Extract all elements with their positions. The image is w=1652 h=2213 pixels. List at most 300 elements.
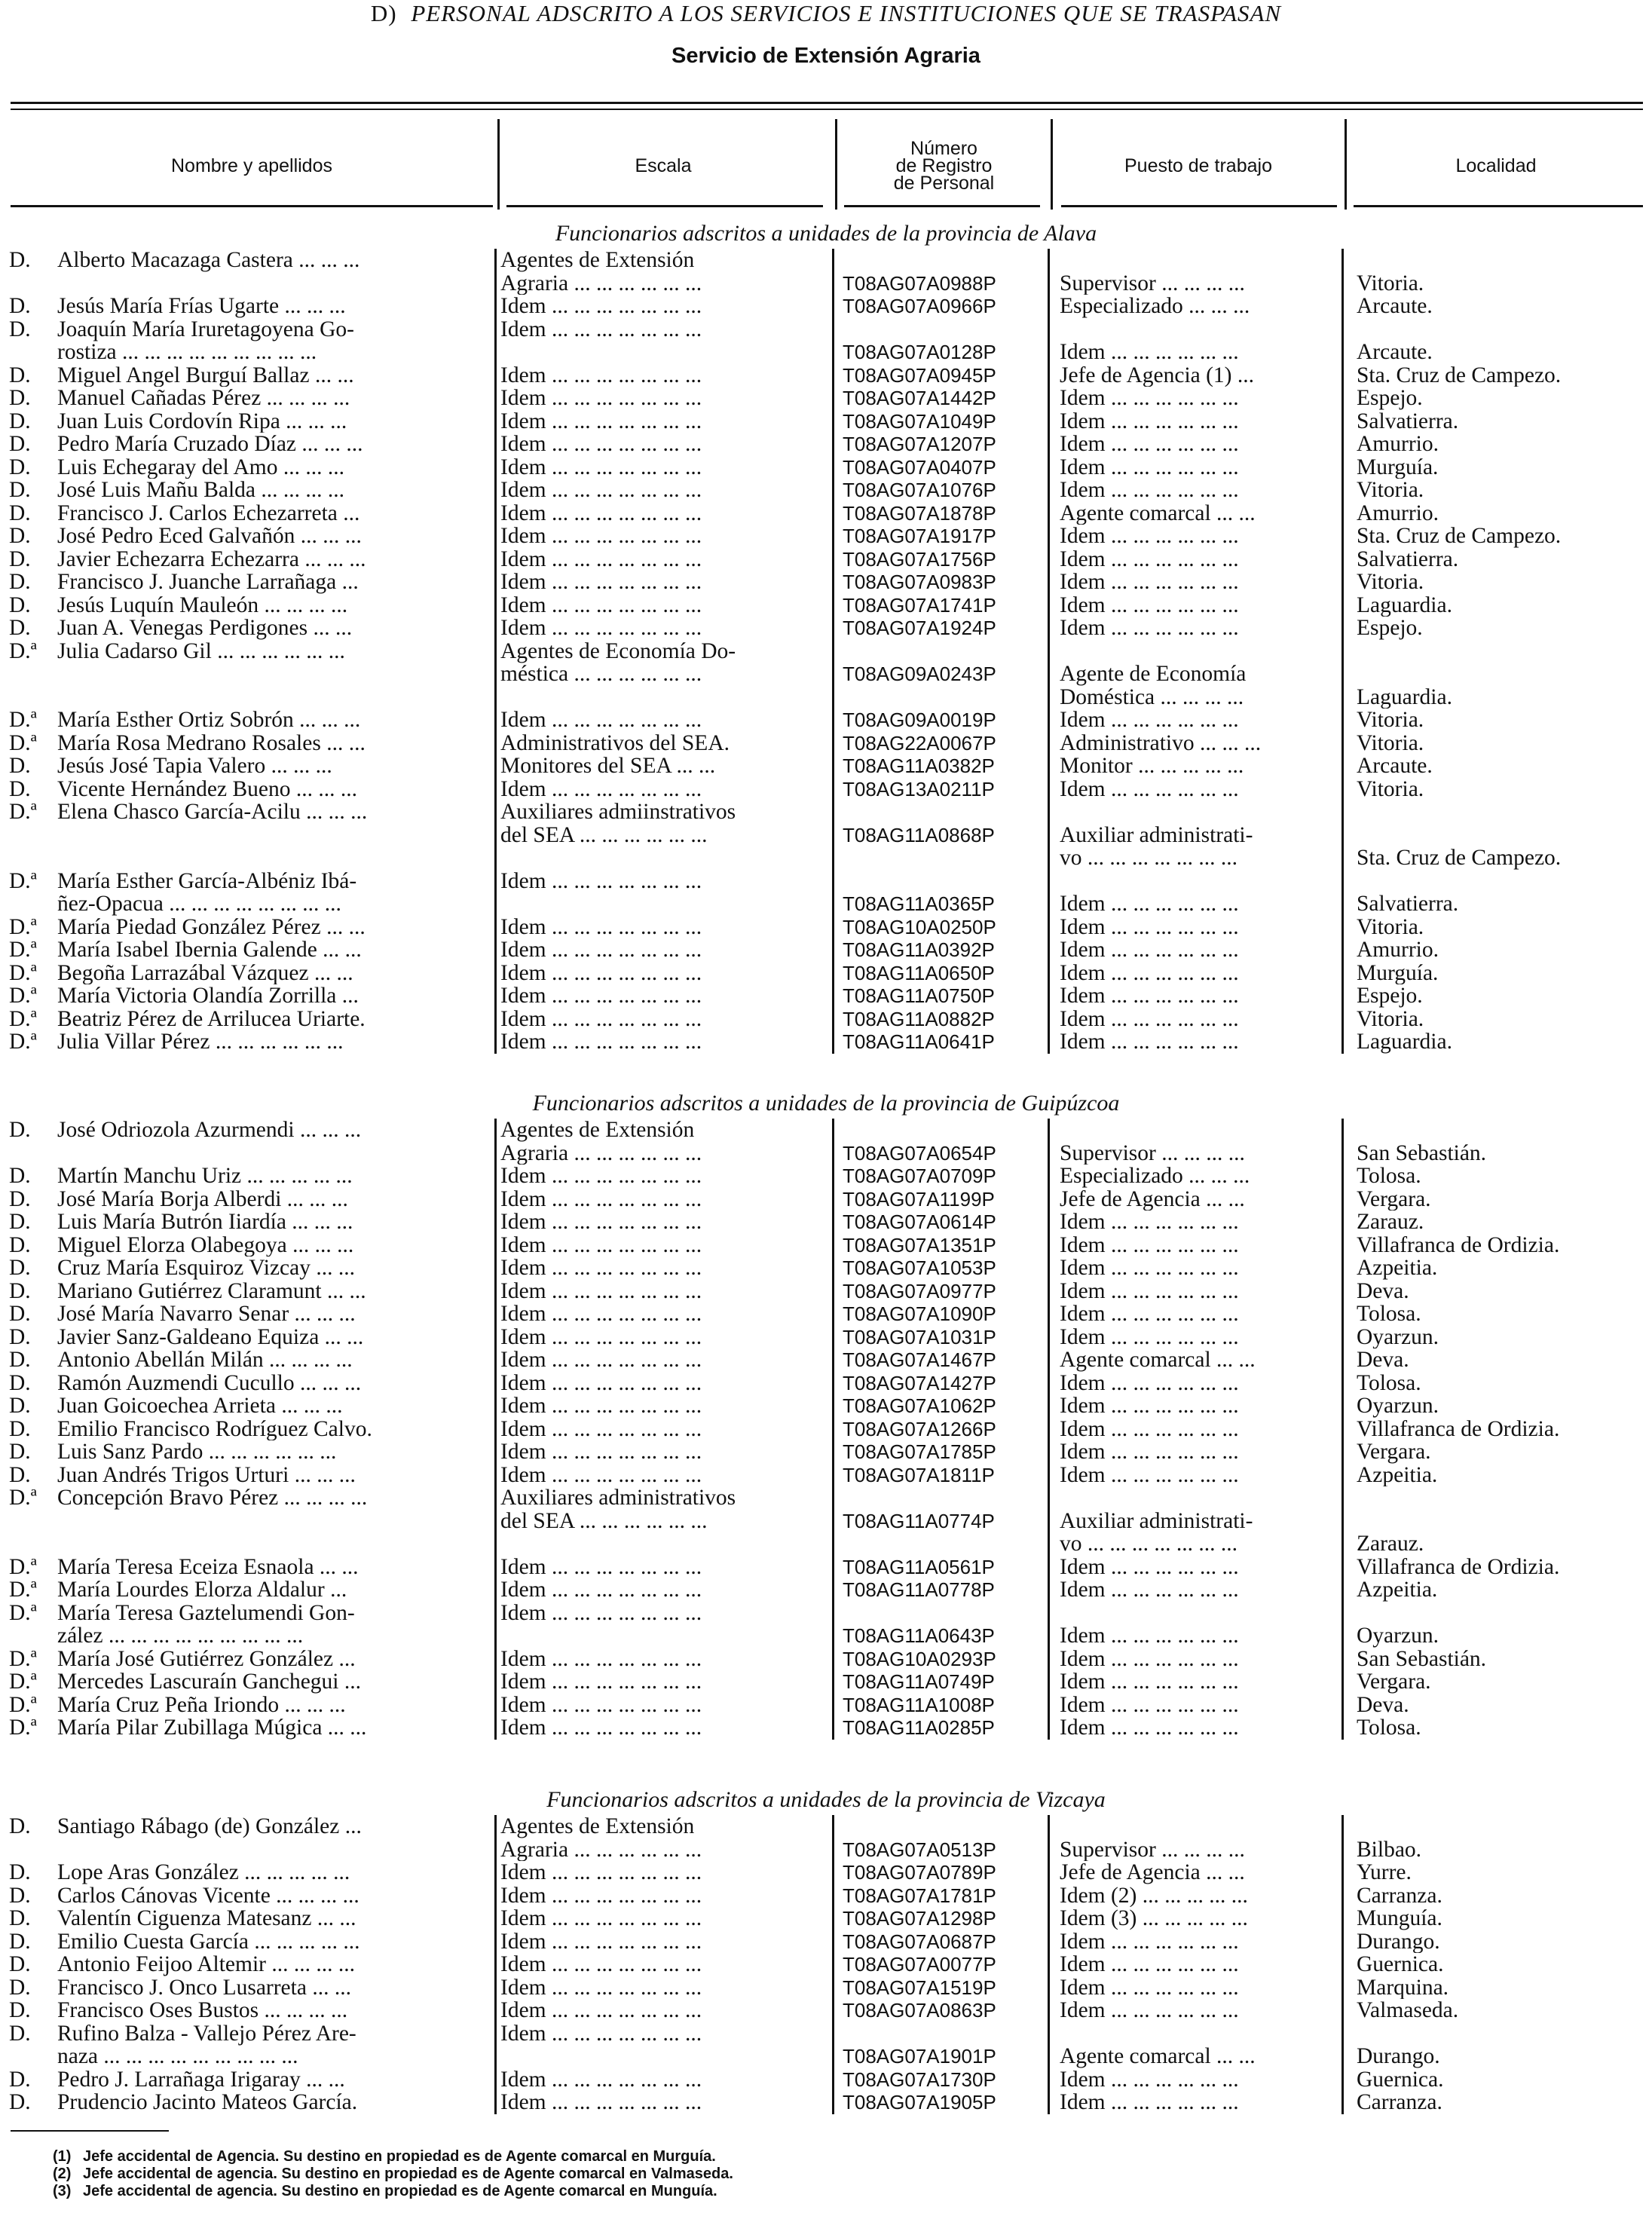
escala-line: Idem ... ... ... ... ... ... ... (500, 317, 702, 341)
registry-number: T08AG11A0285P (843, 1716, 995, 1739)
escala-line: Agentes de Economía Do- (500, 639, 736, 663)
job-position (1060, 364, 1338, 387)
name-line: Joaquín María Iruretagoyena Go- (57, 317, 355, 341)
honorific: D. (9, 409, 31, 433)
position-line: Idem ... ... ... ... ... ... (1060, 1976, 1239, 1999)
employee-name (57, 318, 479, 364)
honorific: D. (9, 1302, 31, 1326)
name-line: Mercedes Lascuraín Ganchegui ... (57, 1670, 361, 1694)
escala (500, 2091, 824, 2114)
employee-name (57, 938, 479, 962)
position-line: Auxiliar administrati- (1060, 1509, 1253, 1533)
job-position (1060, 984, 1338, 1008)
registry-number: T08AG07A0789P (843, 1861, 996, 1884)
table-row (0, 1670, 1652, 1694)
position-line: Idem ... ... ... ... ... ... (1060, 1999, 1239, 2022)
table-row (0, 1440, 1652, 1464)
name-line: Francisco J. Juanche Larrañaga ... (57, 571, 359, 594)
employee-name (57, 525, 479, 548)
table-row (0, 249, 1652, 295)
name-line: Pedro María Cruzado Díaz ... ... ... (57, 433, 363, 456)
registry-number: T08AG11A0641P (843, 1030, 995, 1053)
escala (500, 870, 824, 893)
job-position (1060, 1440, 1338, 1464)
employee-name (57, 387, 479, 410)
table-row (0, 1716, 1652, 1740)
table-row (0, 1165, 1652, 1188)
job-position (1060, 456, 1338, 479)
name-line: Carlos Cánovas Vicente ... ... ... ... (57, 1884, 359, 1907)
job-position (1060, 1211, 1338, 1234)
position-line: Agente comarcal ... ... (1060, 2045, 1256, 2068)
column-rule (832, 1815, 834, 2114)
employee-name (57, 1907, 479, 1930)
position-line: Doméstica ... ... ... ... (1060, 684, 1244, 709)
position-line: Idem ... ... ... ... ... ... (1060, 938, 1239, 962)
employee-name (57, 1716, 479, 1740)
position-line: Idem ... ... ... ... ... ... (1060, 1030, 1239, 1054)
registry-number: T08AG07A0863P (843, 1999, 996, 2022)
escala (500, 1280, 824, 1303)
position-line: Administrativo ... ... ... (1060, 731, 1262, 755)
honorific: D. (9, 387, 31, 410)
name-line: Luis Sanz Pardo ... ... ... ... ... ... (57, 1440, 337, 1464)
position-line: Idem ... ... ... ... ... ... (1060, 525, 1239, 548)
escala-line: Idem ... ... ... ... ... ... ... (500, 1670, 702, 1694)
name-line: Emilio Francisco Rodríguez Calvo. (57, 1417, 372, 1440)
position-line: vo ... ... ... ... ... ... ... (1060, 846, 1237, 870)
column-rule (1341, 1815, 1344, 2114)
table-row (0, 548, 1652, 571)
registry-number: T08AG07A1924P (843, 617, 996, 639)
name-line: Ramón Auzmendi Cucullo ... ... ... (57, 1371, 362, 1394)
job-position (1060, 1670, 1338, 1694)
registry-number: T08AG07A0988P (843, 271, 996, 295)
position-line: Idem ... ... ... ... ... ... (1060, 617, 1239, 640)
honorific: D. (9, 363, 31, 387)
position-line: Idem ... ... ... ... ... ... (1060, 961, 1239, 984)
locality: Sta. Cruz de Campezo. (1357, 525, 1562, 548)
footnote-mark: (1) (53, 2148, 72, 2165)
escala (500, 1256, 824, 1280)
locality: Amurrio. (1357, 501, 1439, 525)
escala-line: Agraria ... ... ... ... ... ... (500, 1837, 702, 1861)
honorific: D.ª (9, 1486, 37, 1510)
escala-line: del SEA ... ... ... ... ... ... (500, 1508, 708, 1532)
locality: Tolosa. (1357, 1165, 1421, 1188)
position-line: Idem ... ... ... ... ... ... (1060, 892, 1239, 916)
locality: Oyarzun. (1357, 1325, 1439, 1348)
name-line: Vicente Hernández Bueno ... ... ... (57, 777, 357, 800)
employee-name (57, 2091, 479, 2114)
name-line: Juan Luis Cordovín Ripa ... ... ... (57, 409, 347, 433)
honorific: D.ª (9, 1601, 37, 1624)
registry-number: T08AG11A0750P (843, 984, 995, 1007)
locality: Espejo. (1357, 387, 1423, 410)
header-separator (1345, 119, 1347, 210)
employee-name (57, 732, 479, 755)
locality: Vitoria. (1357, 915, 1424, 938)
escala (500, 387, 824, 410)
job-position (1060, 548, 1338, 571)
employee-name (57, 1648, 479, 1671)
registry-number: T08AG07A1031P (843, 1325, 996, 1348)
escala-line: Idem ... ... ... ... ... ... ... (500, 1394, 702, 1418)
position-line: Idem (2) ... ... ... ... ... (1060, 1884, 1248, 1907)
job-position (1060, 617, 1338, 640)
honorific: D. (9, 1417, 31, 1440)
escala-line: Idem ... ... ... ... ... ... ... (500, 1578, 702, 1602)
escala (500, 594, 824, 617)
province-title: Funcionarios adscritos a unidades de la provincia de Alava (555, 221, 1097, 246)
table-row (0, 364, 1652, 387)
honorific: D. (9, 1394, 31, 1418)
locality: Villafranca de Ordizia. (1357, 1233, 1560, 1256)
name-line: María Isabel Ibernia Galende ... ... (57, 938, 362, 962)
registry-number: T08AG07A0687P (843, 1930, 996, 1953)
position-line: Idem ... ... ... ... ... ... (1060, 387, 1239, 410)
employee-name (57, 870, 479, 916)
locality: Amurrio. (1357, 938, 1439, 962)
position-line: vo ... ... ... ... ... ... ... (1060, 1532, 1237, 1556)
locality: Vitoria. (1357, 1007, 1424, 1030)
escala-line: Idem ... ... ... ... ... ... ... (500, 295, 702, 318)
escala-line: Agraria ... ... ... ... ... ... (500, 271, 702, 295)
honorific: D.ª (9, 709, 37, 732)
honorific: D. (9, 593, 31, 617)
job-position (1060, 1326, 1338, 1349)
honorific: D. (9, 1815, 31, 1838)
locality: Espejo. (1357, 617, 1423, 640)
position-line: Idem ... ... ... ... ... ... (1060, 2091, 1239, 2114)
name-line: Elena Chasco García-Acilu ... ... ... (57, 800, 368, 824)
registry-number: T08AG11A0882P (843, 1007, 995, 1030)
locality: Deva. (1357, 1348, 1409, 1372)
escala-line: Idem ... ... ... ... ... ... ... (500, 2091, 702, 2114)
employee-name (57, 594, 479, 617)
escala (500, 1030, 824, 1054)
locality: San Sebastián. (1357, 1647, 1487, 1670)
escala (500, 1372, 824, 1395)
employee-name (57, 1008, 479, 1031)
registry-number: T08AG07A1351P (843, 1233, 996, 1256)
locality: Carranza. (1357, 1884, 1442, 1907)
escala-line: Idem ... ... ... ... ... ... ... (500, 1930, 702, 1953)
name-line: Luis María Butrón Iiardía ... ... ... (57, 1211, 353, 1234)
employee-name (57, 1486, 479, 1510)
job-position (1060, 1976, 1338, 2000)
position-line: Jefe de Agencia ... ... (1060, 1187, 1245, 1211)
job-position (1060, 1694, 1338, 1717)
job-position (1060, 916, 1338, 939)
position-line: Idem ... ... ... ... ... ... (1060, 593, 1239, 617)
honorific: D. (9, 1976, 31, 1999)
registry-number: T08AG07A0654P (843, 1141, 996, 1165)
honorific: D.ª (9, 1647, 37, 1670)
escala (500, 318, 824, 341)
table-row (0, 709, 1652, 732)
job-position (1060, 1234, 1338, 1257)
table-row (0, 318, 1652, 364)
footnotes (53, 2148, 733, 2200)
honorific: D. (9, 2091, 31, 2114)
position-line: Agente comarcal ... ... (1060, 1348, 1256, 1372)
escala (500, 1556, 824, 1579)
heading-prefix: D) (370, 0, 397, 26)
position-line: Idem ... ... ... ... ... ... (1060, 1647, 1239, 1670)
column-rule (1048, 1815, 1050, 2114)
escala-line: Idem ... ... ... ... ... ... ... (500, 1907, 702, 1930)
escala (500, 1861, 824, 1884)
honorific: D. (9, 617, 31, 640)
position-line: Idem ... ... ... ... ... ... (1060, 547, 1239, 571)
honorific: D. (9, 1463, 31, 1486)
position-line: Idem ... ... ... ... ... ... (1060, 409, 1239, 433)
locality: Tolosa. (1357, 1716, 1421, 1740)
heading-title: PERSONAL ADSCRITO A LOS SERVICIOS E INSTITUCIONES QUE SE TRASPASAN (411, 0, 1282, 26)
position-line: Idem ... ... ... ... ... ... (1060, 1578, 1239, 1602)
table-row (0, 1280, 1652, 1303)
column-rule (832, 249, 834, 1054)
job-position (1060, 1188, 1338, 1211)
table-row (0, 617, 1652, 640)
escala (500, 571, 824, 594)
job-position (1060, 479, 1338, 502)
employee-name (57, 640, 479, 663)
position-line: Idem ... ... ... ... ... ... (1060, 709, 1239, 732)
column-header-localidad: Localidad (1455, 155, 1537, 176)
locality: Arcaute. (1357, 295, 1433, 318)
job-position (1060, 732, 1338, 755)
header-underline (1061, 205, 1337, 207)
registry-number: T08AG07A0945P (843, 363, 996, 387)
table-row (0, 1884, 1652, 1908)
escala-line: Idem ... ... ... ... ... ... ... (500, 501, 702, 525)
employee-name (57, 1418, 479, 1441)
employee-name (57, 433, 479, 456)
honorific: D. (9, 501, 31, 525)
job-position (1060, 1280, 1338, 1303)
honorific: D. (9, 1953, 31, 1976)
name-line: Emilio Cuesta García ... ... ... ... ... (57, 1930, 360, 1953)
escala-line: Idem ... ... ... ... ... ... ... (500, 387, 702, 410)
employee-name (57, 916, 479, 939)
escala-line: Idem ... ... ... ... ... ... ... (500, 1601, 702, 1624)
table-row (0, 1861, 1652, 1884)
table-row (0, 1256, 1652, 1280)
honorific: D. (9, 455, 31, 479)
registry-number: T08AG07A1298P (843, 1907, 996, 1930)
job-position (1060, 1418, 1338, 1441)
job-position (1060, 433, 1338, 456)
escala-line: Idem ... ... ... ... ... ... ... (500, 1256, 702, 1280)
position-line: Jefe de Agencia (1) ... (1060, 363, 1255, 387)
escala (500, 1648, 824, 1671)
escala-line: Idem ... ... ... ... ... ... ... (500, 455, 702, 479)
escala-line: Agraria ... ... ... ... ... ... (500, 1140, 702, 1165)
honorific: D. (9, 1348, 31, 1372)
name-line: Miguel Angel Burguí Ballaz ... ... (57, 363, 354, 387)
job-position (1060, 1030, 1338, 1054)
position-line: Idem ... ... ... ... ... ... (1060, 571, 1239, 594)
name-line: Jesús José Tapia Valero ... ... ... (57, 755, 332, 778)
name-line: Antonio Abellán Milán ... ... ... ... (57, 1348, 353, 1372)
honorific: D.ª (9, 1716, 37, 1740)
table-row (0, 1326, 1652, 1349)
table-top-rule-2 (11, 109, 1643, 110)
job-position (1060, 1348, 1338, 1372)
escala-line: Idem ... ... ... ... ... ... ... (500, 869, 702, 892)
registry-number: T08AG09A0019P (843, 709, 996, 731)
escala-line: Administrativos del SEA. (500, 731, 730, 755)
table-row (0, 1394, 1652, 1418)
escala-line: méstica ... ... ... ... ... ... (500, 662, 702, 686)
position-line: Idem ... ... ... ... ... ... (1060, 1670, 1239, 1694)
escala (500, 938, 824, 962)
footnote-rule (11, 2130, 169, 2132)
employee-name (57, 1188, 479, 1211)
employee-name (57, 800, 479, 824)
honorific: D. (9, 1440, 31, 1464)
registry-number: T08AG11A1008P (843, 1693, 995, 1716)
column-header-registro (837, 128, 1051, 204)
job-position (1060, 2068, 1338, 2092)
position-line: Supervisor ... ... ... ... (1060, 271, 1245, 295)
job-position (1060, 2091, 1338, 2114)
registry-number: T08AG07A1878P (843, 501, 996, 525)
escala (500, 1907, 824, 1930)
escala-line: Idem ... ... ... ... ... ... ... (500, 1007, 702, 1030)
honorific: D. (9, 1233, 31, 1256)
position-line: Idem ... ... ... ... ... ... (1060, 1211, 1239, 1234)
registry-number: T08AG11A0774P (843, 1509, 995, 1532)
locality: Durango. (1357, 2045, 1440, 2068)
name-line: Julia Cadarso Gil ... ... ... ... ... ... (57, 639, 345, 663)
escala (500, 1953, 824, 1976)
registry-number: T08AG11A0778P (843, 1578, 995, 1601)
escala (500, 1670, 824, 1694)
honorific: D. (9, 1279, 31, 1302)
job-position (1060, 1394, 1338, 1418)
province-rows (0, 1119, 1652, 1740)
locality: Munguía. (1357, 1907, 1442, 1930)
job-position (1060, 962, 1338, 985)
position-line: Idem ... ... ... ... ... ... (1060, 1555, 1239, 1578)
locality: Vitoria. (1357, 731, 1424, 755)
employee-name (57, 1119, 479, 1142)
honorific: D. (9, 249, 31, 272)
table-row (0, 962, 1652, 985)
escala-line: Idem ... ... ... ... ... ... ... (500, 1999, 702, 2022)
honorific: D.ª (9, 1555, 37, 1578)
escala-line: Idem ... ... ... ... ... ... ... (500, 1953, 702, 1976)
name-line: María Piedad González Pérez ... ... (57, 915, 366, 938)
escala (500, 1188, 824, 1211)
job-position (1060, 295, 1338, 318)
name-line: Javier Echezarra Echezarra ... ... ... (57, 547, 366, 571)
escala (500, 1119, 824, 1165)
name-line: María Pilar Zubillaga Múgica ... ... (57, 1716, 367, 1740)
position-line: Idem ... ... ... ... ... ... (1060, 1233, 1239, 1256)
position-line: Idem ... ... ... ... ... ... (1060, 1716, 1239, 1740)
employee-name (57, 1578, 479, 1602)
locality: Azpeitia. (1357, 1256, 1438, 1280)
escala (500, 502, 824, 525)
registry-number: T08AG07A1785P (843, 1440, 996, 1463)
job-position (1060, 709, 1338, 732)
escala (500, 1464, 824, 1487)
job-position (1060, 1556, 1338, 1579)
footnote-text: Jefe accidental de agencia. Su destino en propiedad es de Agente comarcal en Munguía. (83, 2183, 717, 2199)
table-row (0, 1486, 1652, 1556)
escala-line: Idem ... ... ... ... ... ... ... (500, 1716, 702, 1740)
employee-name (57, 1280, 479, 1303)
employee-name (57, 778, 479, 801)
name-line: Beatriz Pérez de Arrilucea Uriarte. (57, 1007, 366, 1030)
honorific: D. (9, 1165, 31, 1188)
escala (500, 1578, 824, 1602)
registry-number: T08AG11A0382P (843, 755, 995, 777)
registry-number: T08AG07A1266P (843, 1417, 996, 1440)
escala (500, 456, 824, 479)
name-line: Javier Sanz-Galdeano Equiza ... ... (57, 1325, 364, 1348)
escala-line: Idem ... ... ... ... ... ... ... (500, 1555, 702, 1578)
name-line: José María Borja Alberdi ... ... ... (57, 1187, 348, 1211)
escala-line: Idem ... ... ... ... ... ... ... (500, 363, 702, 387)
honorific: D.ª (9, 984, 37, 1008)
job-position (1060, 341, 1338, 364)
position-line: Idem ... ... ... ... ... ... (1060, 1953, 1239, 1976)
job-position (1060, 1716, 1338, 1740)
registry-number: T08AG07A1741P (843, 593, 996, 617)
name-line: María Victoria Olandía Zorrilla ... (57, 984, 359, 1008)
employee-name (57, 1464, 479, 1487)
escala (500, 617, 824, 640)
name-line: María Esther García-Albéniz Ibá- (57, 869, 357, 893)
honorific: D. (9, 479, 31, 502)
name-line: Francisco Oses Bustos ... ... ... ... (57, 1999, 348, 2022)
locality: Azpeitia. (1357, 1463, 1438, 1486)
position-line: Idem ... ... ... ... ... ... (1060, 1624, 1239, 1648)
name-line: María Esther Ortiz Sobrón ... ... ... (57, 709, 361, 732)
employee-name (57, 1953, 479, 1976)
position-line: Idem ... ... ... ... ... ... (1060, 1279, 1239, 1302)
table-row (0, 2022, 1652, 2068)
province-section (0, 1088, 1652, 1740)
position-line: Agente de Economía (1060, 663, 1247, 686)
table-row (0, 1302, 1652, 1326)
escala-line: Idem ... ... ... ... ... ... ... (500, 709, 702, 732)
table-row (0, 410, 1652, 433)
locality: Vergara. (1357, 1440, 1431, 1464)
column-header-puesto: Puesto de trabajo (1124, 155, 1272, 176)
job-position (1060, 1907, 1338, 1930)
escala-line: Monitores del SEA ... ... (500, 755, 716, 778)
locality: Salvatierra. (1357, 409, 1459, 433)
job-position (1060, 2045, 1338, 2068)
escala-line: Auxiliares admiinstrativos (500, 800, 736, 824)
name-line: Martín Manchu Uriz ... ... ... ... ... (57, 1165, 353, 1188)
escala (500, 295, 824, 318)
honorific: D.ª (9, 1670, 37, 1694)
escala-line: Idem ... ... ... ... ... ... ... (500, 2022, 702, 2045)
escala-line: Idem ... ... ... ... ... ... ... (500, 1233, 702, 1256)
name-line: María Rosa Medrano Rosales ... ... (57, 731, 366, 755)
table-row (0, 1348, 1652, 1372)
table-row (0, 1008, 1652, 1031)
locality: Valmaseda. (1357, 1999, 1459, 2022)
column-header-escala: Escala (635, 155, 692, 176)
